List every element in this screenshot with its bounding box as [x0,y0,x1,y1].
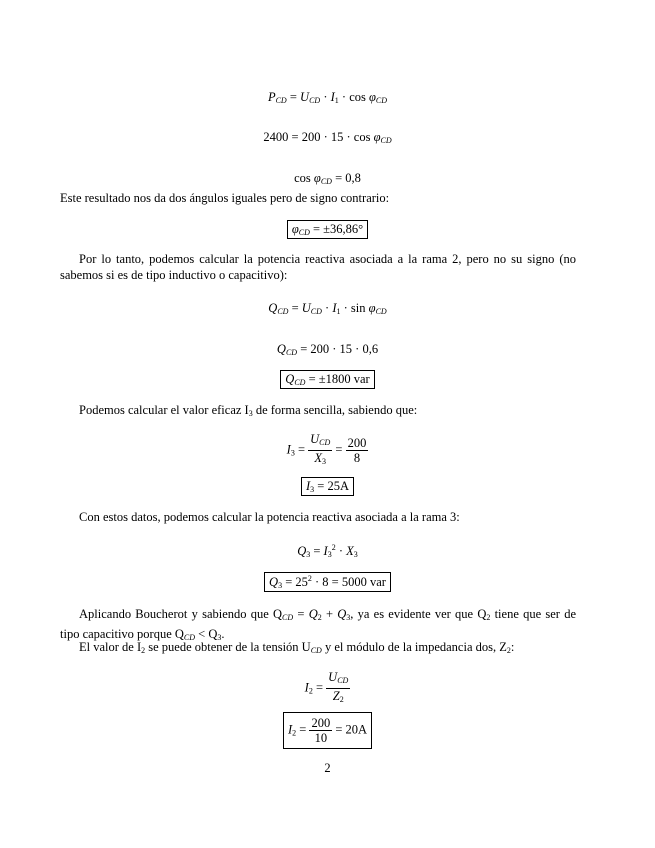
equation-cos-result: $\cos \varphi_{CD} = 0,8$ [294,171,361,186]
paragraph-boucherot: Aplicando Boucherot y sabiendo que $Q_{CD} = Q_2 + Q_3$, ya es evidente ver que $Q_2$ tiene que ser de tipo capacitivo porque $Q_{CD} < Q_3$. [60,607,576,642]
paragraph-i2: El valor de $I_2$ se puede obtener de la tensión $U_{CD}$ y el módulo de la impedancia dos, $Z_2$: [79,640,515,655]
equation-2400: $2400 = 200 \cdot 15 \cdot \cos \varphi_{CD}$ [263,130,392,145]
paragraph-i3: Podemos calcular el valor eficaz $I_3$ de forma sencilla, sabiendo que: [79,403,418,418]
paragraph-result: Este resultado nos da dos ángulos iguales pero de signo contrario: [60,191,390,205]
equation-phi-result: $\varphi_{CD} = \pm 36,86^\circ$ [0,220,655,239]
equation-q-cd: $Q_{CD} = U_{CD} \cdot I_1 \cdot \sin \varphi_{CD}$ [268,301,387,316]
equation-q3: $Q_3 = I_3^2 \cdot X_3$ [297,543,358,559]
equation-q-cd-num: $Q_{CD} = 200 \cdot 15 \cdot 0,6$ [276,342,379,357]
equation-i3-result: $I_3 = 25A$ [0,477,655,496]
equation-i2-result: $I_2$ = $\frac{200}{10}$ = 20A [0,712,655,749]
equation-p-cd: $P_{CD} = U_{CD} \cdot I_1 \cdot \cos \varphi_{CD}$ [267,90,388,105]
equation-i2: $I_2$ = $\frac{U_{CD}}{Z_2}$ [304,670,349,704]
paragraph-q3: Con estos datos, podemos calcular la potencia reactiva asociada a la rama 3: [79,510,460,524]
equation-i3: $I_3$ = $\frac{U_{CD}}{X_3}$ = $\frac{200}{8}$ [286,432,367,466]
equation-q-cd-result: $Q_{CD} = \pm 1800$ var [0,370,655,389]
page-number: 2 [324,761,331,775]
paragraph-reactive: Por lo tanto, podemos calcular la potencia reactiva asociada a la rama 2, pero no su signo (no sabemos si es de tipo inductivo o capacitivo): [60,252,576,282]
equation-q3-result: $Q_3 = 25^2 \cdot 8 = 5000$ var [0,572,655,592]
